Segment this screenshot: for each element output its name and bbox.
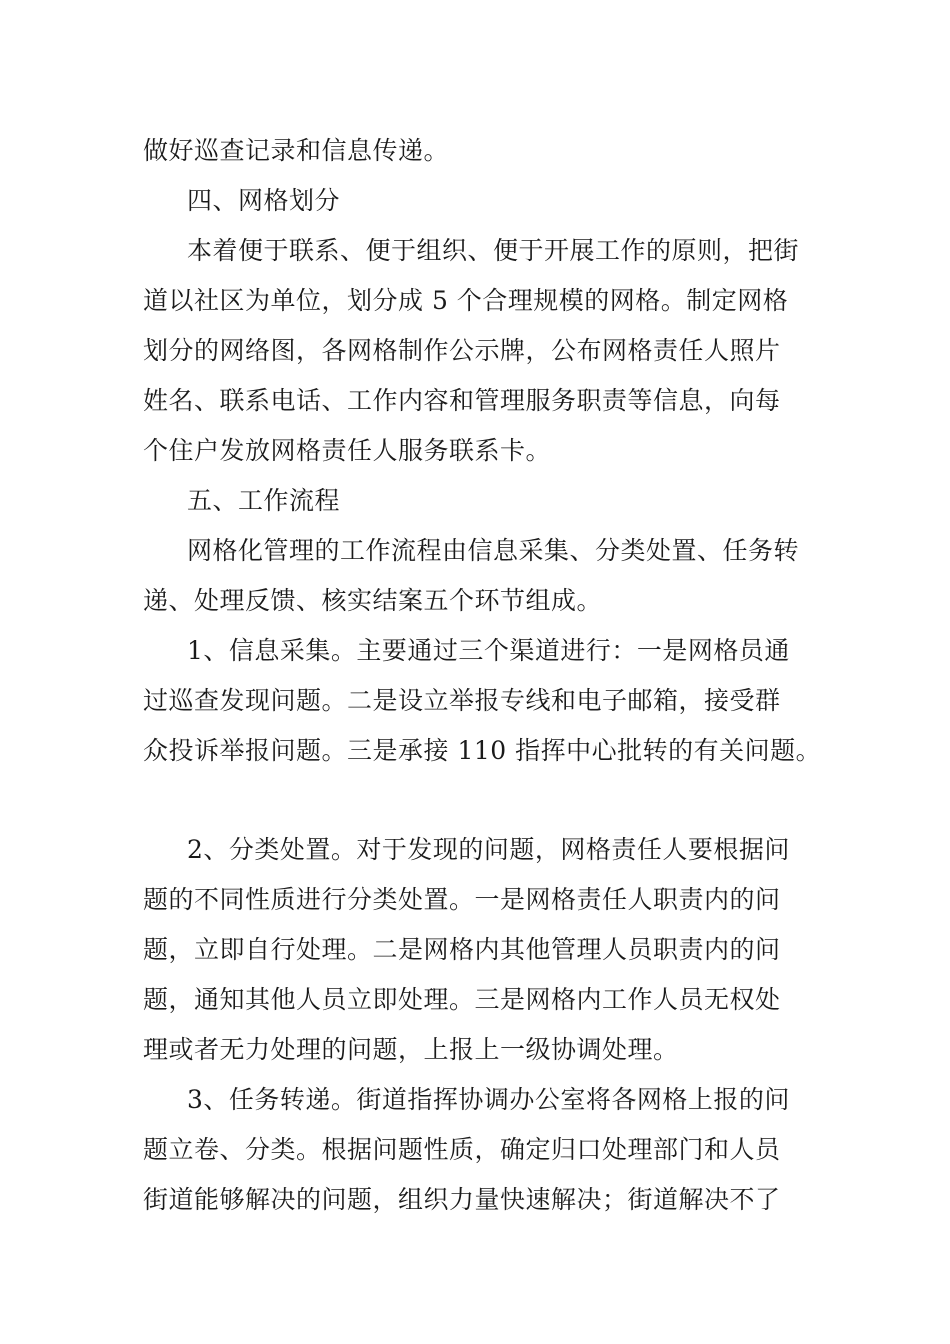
text-line: 姓名、联系电话、工作内容和管理服务职责等信息，向每 xyxy=(143,386,781,415)
text-line: 题，通知其他人员立即处理。三是网格内工作人员无权处 xyxy=(143,985,781,1014)
text-line: 题立卷、分类。根据问题性质，确定归口处理部门和人员 xyxy=(143,1135,781,1164)
text-line: 个住户发放网格责任人服务联系卡。 xyxy=(143,436,552,465)
text-line: 理或者无力处理的问题，上报上一级协调处理。 xyxy=(143,1035,679,1064)
text-line: 题，立即自行处理。二是网格内其他管理人员职责内的问 xyxy=(143,935,781,964)
text-line: 本着便于联系、便于组织、便于开展工作的原则，把街 xyxy=(187,236,800,265)
section-heading: 四、网格划分 xyxy=(187,186,341,215)
text-line: 网格化管理的工作流程由信息采集、分类处置、任务转 xyxy=(187,536,800,565)
text-line: 道以社区为单位，划分成 5 个合理规模的网格。制定网格 xyxy=(143,286,789,315)
text-line: 众投诉举报问题。三是承接 110 指挥中心批转的有关问题。 xyxy=(143,736,822,765)
text-line: 1、信息采集。主要通过三个渠道进行：一是网格员通 xyxy=(187,636,790,665)
text-line: 过巡查发现问题。二是设立举报专线和电子邮箱，接受群 xyxy=(143,686,781,715)
text-line: 递、处理反馈、核实结案五个环节组成。 xyxy=(143,586,603,615)
text-line: 划分的网络图，各网格制作公示牌，公布网格责任人照片 xyxy=(143,336,781,365)
text-line: 2、分类处置。对于发现的问题，网格责任人要根据问 xyxy=(187,835,790,864)
text-line: 做好巡查记录和信息传递。 xyxy=(143,136,450,165)
text-line: 题的不同性质进行分类处置。一是网格责任人职责内的问 xyxy=(143,885,781,914)
text-line: 3、任务转递。街道指挥协调办公室将各网格上报的问 xyxy=(187,1085,790,1114)
section-heading: 五、工作流程 xyxy=(187,486,341,515)
text-line: 街道能够解决的问题，组织力量快速解决；街道解决不了 xyxy=(143,1185,781,1214)
